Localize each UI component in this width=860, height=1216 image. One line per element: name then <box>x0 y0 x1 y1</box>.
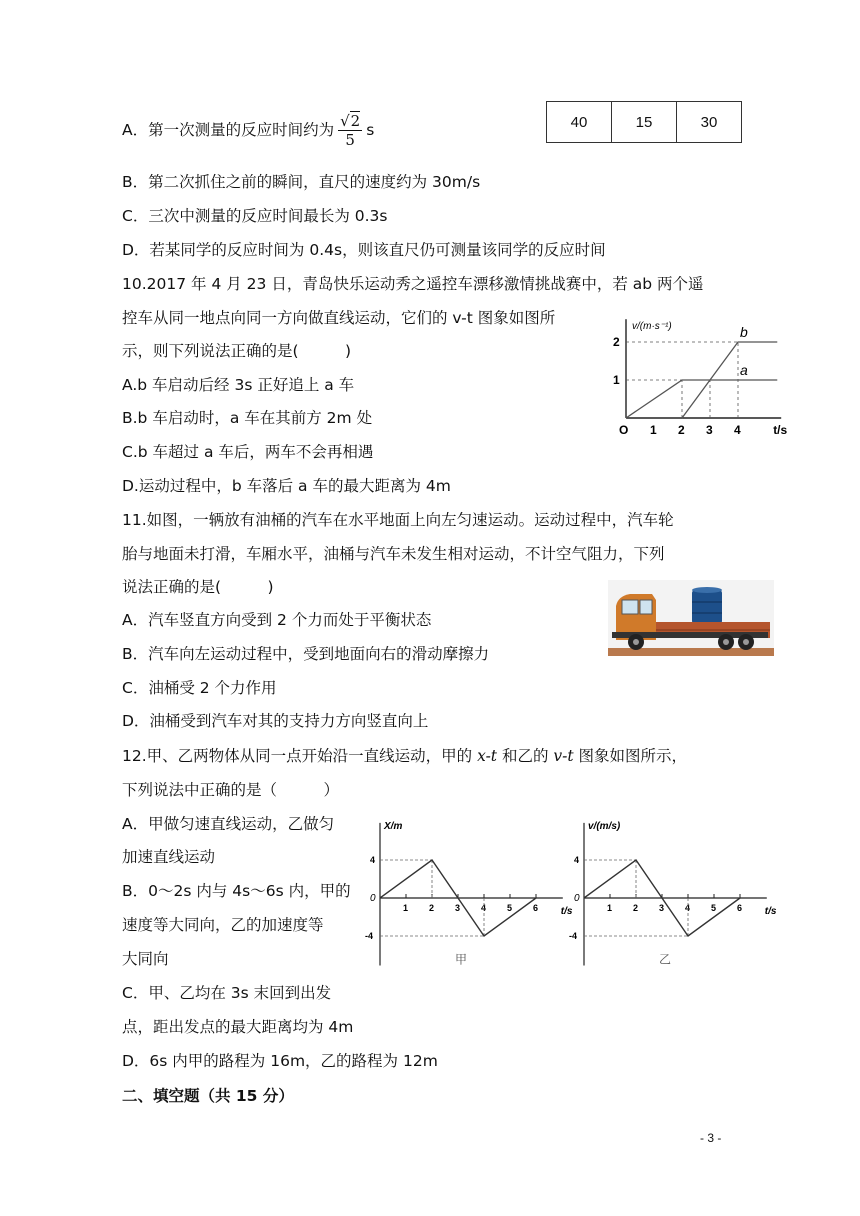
q12-stem-text: 图象如图所示， <box>573 747 688 765</box>
chart-caption: 甲 <box>455 952 468 967</box>
x-tick-label: 2 <box>633 903 639 913</box>
y-axis-label: v/(m/s) <box>588 820 621 832</box>
chart-caption: 乙 <box>659 952 672 967</box>
x-tick-label: 4 <box>481 903 487 913</box>
y-tick-label: 4 <box>370 855 376 865</box>
q11-stem-line3: 说法正确的是( ) <box>122 578 274 596</box>
series-label-b: b <box>740 324 748 340</box>
y-tick-label: 4 <box>574 855 580 865</box>
section-heading-fill-blank: 二、填空题（共 15 分） <box>122 1087 294 1105</box>
q10-stem-line1: 10.2017 年 4 月 23 日，青岛快乐运动秀之遥控车漂移激情挑战赛中，若 ab 两个遥 <box>122 275 704 293</box>
q12-option-a-line2: 加速直线运动 <box>122 848 216 866</box>
x-tick-label: 3 <box>706 423 713 437</box>
x-tick-label: 4 <box>685 903 691 913</box>
truck-with-barrel-illustration <box>608 580 774 656</box>
q12-option-b-line2: 速度等大同向，乙的加速度等 <box>122 916 324 934</box>
q12-stem-line2: 下列说法中正确的是（ ） <box>122 781 340 799</box>
x-tick-label: 5 <box>711 903 717 913</box>
q12-option-c-line1: C．甲、乙均在 3s 末回到出发 <box>122 984 332 1002</box>
q9-data-table <box>546 101 742 143</box>
q11-option-c: C．油桶受 2 个力作用 <box>122 679 277 697</box>
q11-option-d: D．油桶受到汽车对其的支持力方向竖直向上 <box>122 712 429 730</box>
x-axis-label: t/s <box>764 906 777 917</box>
xt-symbol: x-t <box>477 747 498 765</box>
q12-option-b-line1: B．0～2s 内与 4s～6s 内，甲的 <box>122 882 351 900</box>
fraction-denominator: 5 <box>345 131 355 149</box>
q10-option-c: C.b 车超过 a 车后，两车不会再相遇 <box>122 443 374 461</box>
x-tick-label: 2 <box>678 423 685 437</box>
q12-option-b-line3: 大同向 <box>122 950 169 968</box>
fraction-numerator: 2 <box>350 112 361 130</box>
x-axis-label: t/s <box>773 423 788 437</box>
q12-option-d: D．6s 内甲的路程为 16m，乙的路程为 12m <box>122 1052 438 1070</box>
x-tick-label: 6 <box>533 903 539 913</box>
q12-option-a-line1: A．甲做匀速直线运动，乙做匀 <box>122 815 335 833</box>
x-axis-label: t/s <box>560 906 573 917</box>
q11-stem-line2: 胎与地面未打滑，车厢水平，油桶与汽车未发生相对运动，不计空气阻力，下列 <box>122 545 665 563</box>
x-tick-label: 1 <box>650 423 657 437</box>
y-tick-label: -4 <box>365 931 374 941</box>
origin-label: 0 <box>370 893 376 904</box>
q12-vt-chart-yi <box>566 808 786 978</box>
q12-stem-text: 12.甲、乙两物体从同一点开始沿一直线运动，甲的 <box>122 747 478 765</box>
x-tick-label: 6 <box>737 903 743 913</box>
q12-option-c-line2: 点，距出发点的最大距离均为 4m <box>122 1018 354 1036</box>
table-cell: 15 <box>612 102 677 143</box>
oil-barrel <box>692 587 722 624</box>
q10-option-d: D.运动过程中，b 车落后 a 车的最大距离为 4m <box>122 477 451 495</box>
q9-option-d: D．若某同学的反应时间为 0.4s，则该直尺仍可测量该同学的反应时间 <box>122 241 606 259</box>
x-tick-label: 4 <box>734 423 741 437</box>
x-tick-label: 5 <box>507 903 513 913</box>
table-cell: 30 <box>677 102 742 143</box>
q9-option-c: C．三次中测量的反应时间最长为 0.3s <box>122 207 388 225</box>
y-tick-label: 1 <box>613 373 620 387</box>
cab-window <box>622 600 638 614</box>
q9-option-b: B．第二次抓住之前的瞬间，直尺的速度约为 30m/s <box>122 173 481 191</box>
y-axis-label: X/m <box>384 820 403 832</box>
q10-option-b: B.b 车启动时，a 车在其前方 2m 处 <box>122 409 373 427</box>
q10-vt-chart <box>610 308 788 438</box>
fraction: $\frac{√2}{5}$ <box>340 112 361 149</box>
x-tick-label: 3 <box>455 903 461 913</box>
x-tick-label: 2 <box>429 903 435 913</box>
series-line-a <box>626 380 777 418</box>
q12-stem-text: 和乙的 <box>497 747 554 765</box>
q10-stem-line3: 示，则下列说法正确的是( ) <box>122 342 352 360</box>
q12-stem-line1 <box>122 745 687 767</box>
series-label-a: a <box>740 362 748 378</box>
q10-stem-line2: 控车从同一地点向同一方向做直线运动，它们的 v-t 图象如图所 <box>122 309 556 327</box>
q11-option-b: B．汽车向左运动过程中，受到地面向右的滑动摩擦力 <box>122 645 490 663</box>
y-tick-label: -4 <box>569 931 578 941</box>
y-axis-label: v/(m·s⁻¹) <box>632 321 672 333</box>
origin-label: 0 <box>574 893 580 904</box>
q10-option-a: A.b 车启动后经 3s 正好追上 a 车 <box>122 376 355 394</box>
table-cell: 40 <box>547 102 612 143</box>
x-tick-label: 1 <box>607 903 613 913</box>
origin-label: O <box>619 423 629 437</box>
q9-option-a-text: A．第一次测量的反应时间约为 <box>122 121 335 139</box>
unit: s <box>366 121 375 139</box>
q9-option-a <box>122 112 374 149</box>
q11-option-a: A．汽车竖直方向受到 2 个力而处于平衡状态 <box>122 611 432 629</box>
page-number: - 3 - <box>700 1131 722 1145</box>
x-tick-label: 1 <box>403 903 409 913</box>
y-tick-label: 2 <box>613 335 620 349</box>
q11-stem-line1: 11.如图，一辆放有油桶的汽车在水平地面上向左匀速运动。运动过程中，汽车轮 <box>122 511 674 529</box>
q12-xt-chart-jia <box>362 808 582 978</box>
vt-symbol: v-t <box>553 747 574 765</box>
x-tick-label: 3 <box>659 903 665 913</box>
